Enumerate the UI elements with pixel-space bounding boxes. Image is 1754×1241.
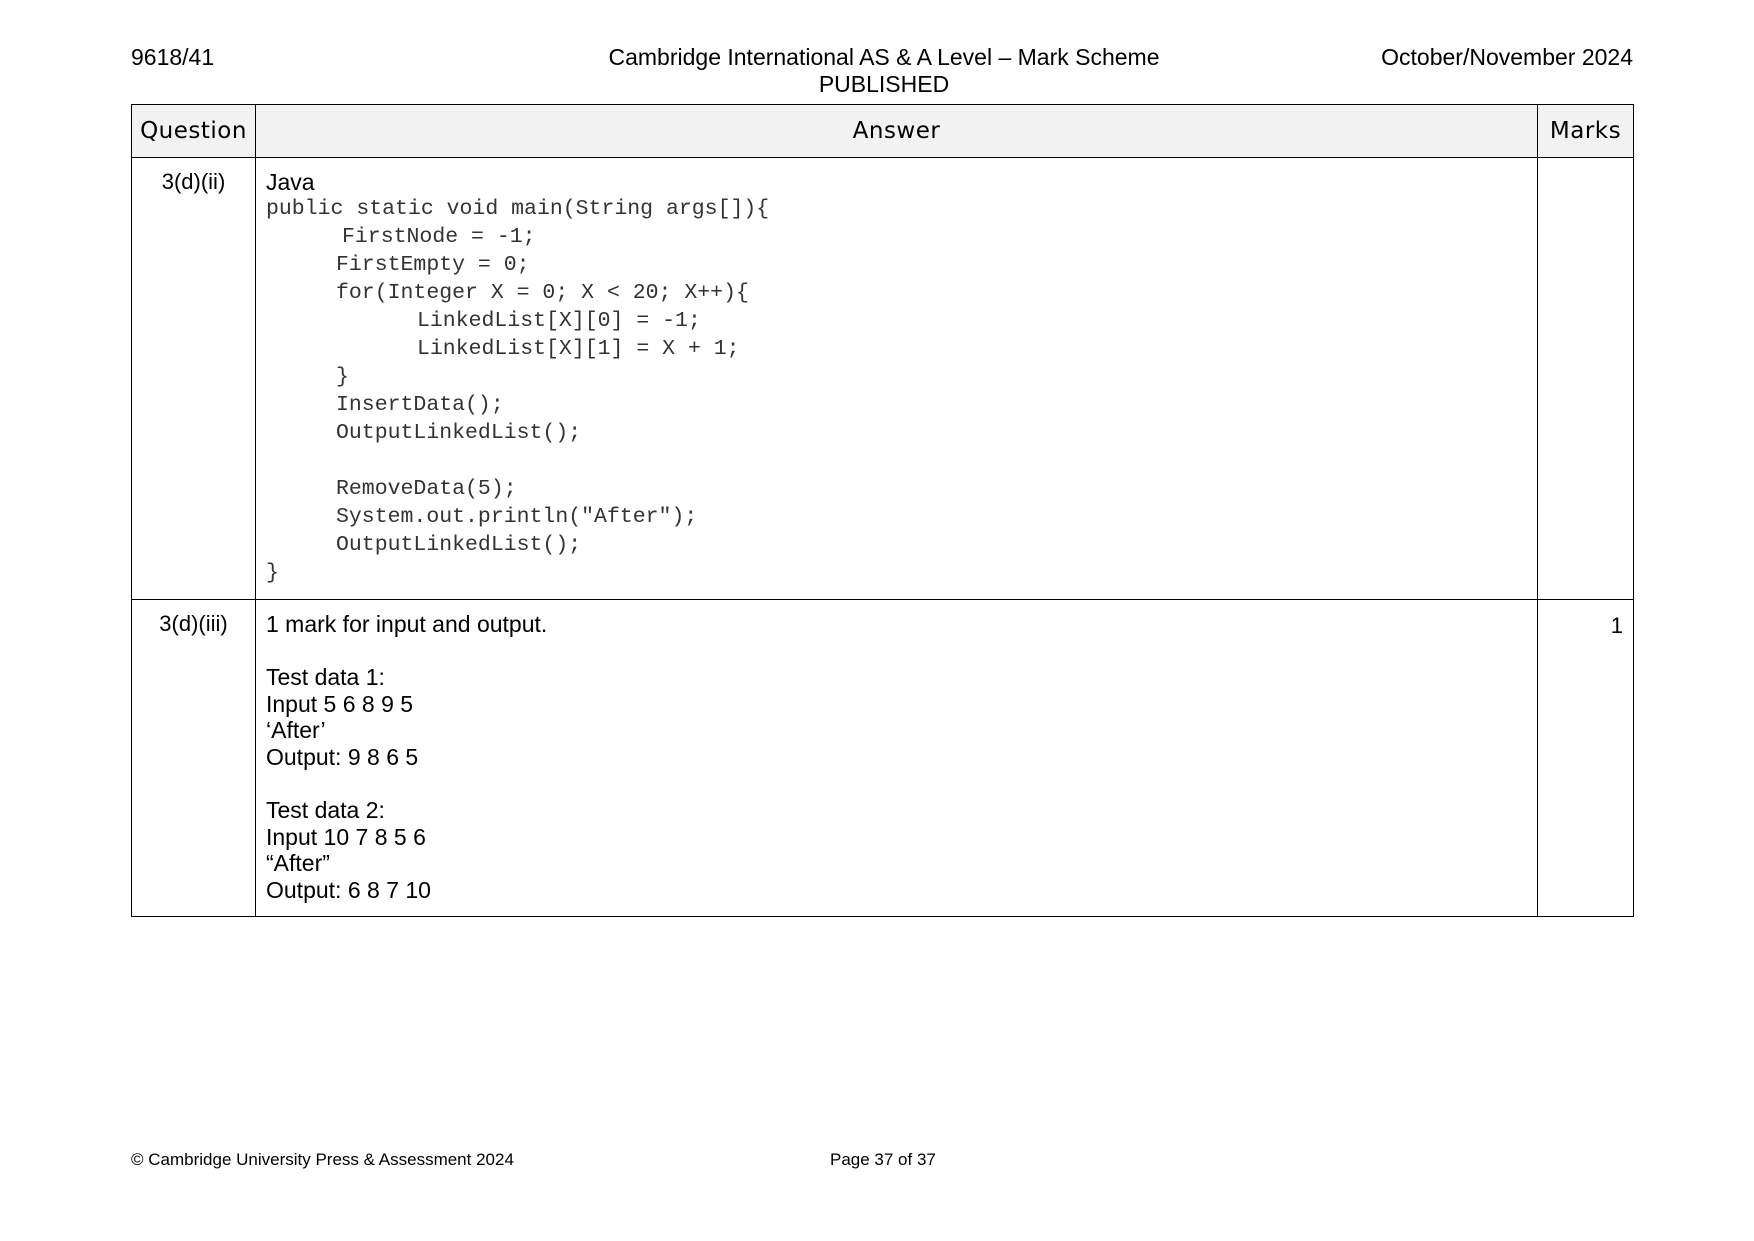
table-row	[132, 600, 1634, 917]
test-input: Input 5 6 8 9 5	[266, 690, 414, 717]
code-line: }	[336, 365, 349, 389]
answer-cell	[256, 600, 1538, 917]
code-line: FirstEmpty = 0;	[336, 253, 530, 277]
copyright-notice: © Cambridge University Press & Assessment 2024	[131, 1150, 514, 1169]
document-title: Cambridge International AS & A Level – Mark Scheme	[608, 44, 1160, 70]
test-output: Output: 9 8 6 5	[266, 743, 419, 770]
answer-cell	[256, 158, 1538, 600]
code-line: LinkedList[X][0] = -1;	[417, 309, 701, 333]
blank-line	[266, 638, 1527, 665]
column-header-marks: Marks	[1538, 105, 1634, 158]
column-header-answer: Answer	[256, 105, 1538, 158]
code-block	[266, 195, 1527, 587]
code-language: Java	[266, 169, 315, 195]
test-output: Output: 6 8 7 10	[266, 876, 431, 903]
test-separator: ‘After’	[266, 717, 326, 744]
column-header-question: Question	[132, 105, 256, 158]
page-number: Page 37 of 37	[830, 1150, 936, 1169]
test-data-heading: Test data 1:	[266, 664, 385, 691]
mark-guidance: 1 mark for input and output.	[266, 611, 548, 637]
code-line: System.out.println("After");	[336, 505, 698, 529]
table-row	[132, 158, 1634, 600]
test-data-heading: Test data 2:	[266, 797, 385, 824]
code-blank-line	[266, 447, 1527, 475]
code-line: RemoveData(5);	[336, 477, 517, 501]
blank-line	[266, 771, 1527, 798]
question-number: 3(d)(ii)	[132, 158, 256, 600]
marks-value	[1538, 158, 1634, 600]
code-line: FirstNode = -1;	[342, 225, 536, 249]
code-line: OutputLinkedList();	[336, 421, 582, 445]
code-line: InsertData();	[336, 393, 504, 417]
document-status: PUBLISHED	[818, 71, 950, 97]
question-number: 3(d)(iii)	[132, 600, 256, 917]
test-input: Input 10 7 8 5 6	[266, 823, 426, 850]
mark-scheme-table	[131, 104, 1634, 917]
code-line: }	[266, 561, 279, 585]
test-separator: “After”	[266, 850, 330, 877]
paper-code: 9618/41	[131, 44, 215, 70]
code-line: LinkedList[X][1] = X + 1;	[417, 337, 740, 361]
marks-value: 1	[1538, 600, 1634, 917]
table-header-row	[132, 105, 1634, 158]
code-line: for(Integer X = 0; X < 20; X++){	[336, 281, 749, 305]
code-line: OutputLinkedList();	[336, 533, 582, 557]
code-line: public static void main(String args[]){	[266, 197, 770, 221]
exam-session: October/November 2024	[1381, 44, 1633, 70]
